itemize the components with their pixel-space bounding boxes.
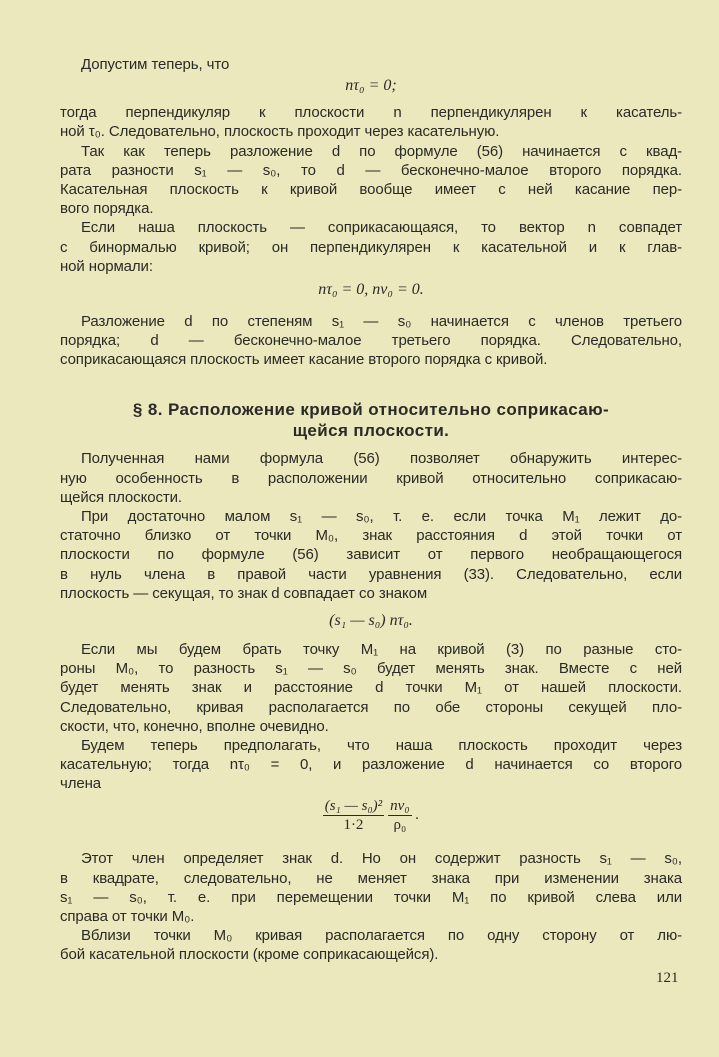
text-line: Если мы будем брать точку M₁ на кривой (3) по разные сто- bbox=[81, 640, 682, 658]
display-formula: (s₁ — s₀) nτ₀. bbox=[329, 611, 413, 629]
heading-line: § 8. Расположение кривой относительно соприкасаю- bbox=[132, 400, 610, 420]
text-line: Вблизи точки M₀ кривая располагается по одну сторону от лю- bbox=[81, 927, 682, 945]
text-line: скости, что, конечно, вполне очевидно. bbox=[60, 717, 329, 735]
text-line: будет менять знак и расстояние d точки M₁ от нашей плоскости. bbox=[60, 679, 682, 697]
text-line: Так как теперь разложение d по формуле (56) начинается с квад- bbox=[81, 142, 682, 160]
denominator: ρ₀ bbox=[393, 817, 407, 834]
text-line: Допустим теперь, что bbox=[81, 56, 230, 73]
paragraph bbox=[60, 218, 682, 276]
page-number: 121 bbox=[656, 970, 679, 986]
text-line: вого порядка. bbox=[60, 200, 154, 218]
text-line: статочно близко от точки M₀, знак расстояния d этой точки от bbox=[60, 527, 682, 545]
display-formula: nτ₀ = 0; bbox=[345, 77, 397, 95]
text-line: Если наша плоскость — соприкасающаяся, то вектор n совпадет bbox=[81, 219, 682, 237]
paragraph bbox=[60, 926, 682, 964]
text-line: Следовательно, кривая располагается по обе стороны секущей пло- bbox=[60, 698, 682, 716]
text-line: справа от точки M₀. bbox=[60, 908, 195, 925]
text-line: плоскость — секущая, то знак d совпадает со знаком bbox=[60, 584, 428, 602]
text-line: Разложение d по степеням s₁ — s₀ начинается с членов третьего bbox=[81, 312, 682, 330]
paragraph bbox=[60, 142, 682, 219]
book-page-text bbox=[60, 55, 682, 965]
heading-line: щейся плоскости. bbox=[292, 421, 450, 441]
display-formula: nτ₀ = 0, nν₀ = 0. bbox=[318, 280, 424, 298]
paragraph bbox=[60, 736, 682, 794]
paragraph bbox=[60, 849, 682, 926]
text-line: ной нормали: bbox=[60, 257, 153, 275]
paragraph bbox=[60, 103, 682, 141]
text-line: ную особенность в расположении кривой относительно соприкасаю- bbox=[60, 469, 682, 487]
text-line: рата разности s₁ — s₀, то d — бесконечно-малое второго порядка. bbox=[60, 161, 682, 179]
paragraph bbox=[60, 449, 682, 507]
text-line: Касательная плоскость к кривой вообще имеет с ней касание пер- bbox=[60, 180, 682, 198]
text-line: соприкасающаяся плоскость имеет касание второго порядка с кривой. bbox=[60, 351, 548, 369]
text-line: бой касательной плоскости (кроме соприкасающейся). bbox=[60, 946, 439, 964]
text-line: роны M₀, то разность s₁ — s₀ будет менять знак. Вместе с ней bbox=[60, 660, 682, 678]
text-line: Будем теперь предполагать, что наша плоскость проходит через bbox=[81, 736, 682, 754]
denominator: 1·2 bbox=[343, 817, 364, 834]
text-line: в нуль члена в правой части уравнения (33). Следовательно, если bbox=[60, 565, 682, 583]
fraction bbox=[323, 797, 384, 834]
text-line: в квадрате, следовательно, не меняет знака при изменении знака bbox=[60, 869, 682, 887]
text-line: Этот член определяет знак d. Но он содержит разность s₁ — s₀, bbox=[81, 850, 682, 868]
paragraph bbox=[60, 312, 682, 370]
paragraph bbox=[60, 507, 682, 603]
fraction bbox=[388, 797, 411, 834]
numerator: (s₁ — s₀)² bbox=[324, 798, 383, 815]
text-line: Полученная нами формула (56) позволяет обнаружить интерес- bbox=[81, 450, 682, 468]
text-line: s₁ — s₀, т. е. при перемещении точки M₁ по кривой слева или bbox=[60, 888, 682, 906]
paragraph bbox=[60, 640, 682, 736]
formula-period: . bbox=[415, 807, 420, 824]
text-line: При достаточно малом s₁ — s₀, т. е. если точка M₁ лежит до- bbox=[81, 508, 682, 525]
text-line: порядка; d — бесконечно-малое третьего порядка. Следовательно, bbox=[60, 332, 682, 350]
text-line: тогда перпендикуляр к плоскости n перпендикулярен к касатель- bbox=[60, 104, 682, 122]
paragraph bbox=[60, 55, 682, 74]
numerator: nν₀ bbox=[390, 798, 410, 815]
fraction-formula bbox=[60, 797, 682, 834]
text-line: члена bbox=[60, 775, 102, 793]
text-line: с бинормалью кривой; он перпендикулярен к касательной и к глав- bbox=[60, 238, 682, 256]
text-line: касательную; тогда nτ₀ = 0, и разложение d начинается со второго bbox=[60, 756, 682, 774]
text-line: плоскости по формуле (56) зависит от первого необращающегося bbox=[60, 546, 682, 564]
text-line: щейся плоскости. bbox=[60, 488, 182, 506]
section-heading bbox=[60, 399, 682, 441]
text-line: ной τ₀. Следовательно, плоскость проходит через касательную. bbox=[60, 123, 500, 141]
